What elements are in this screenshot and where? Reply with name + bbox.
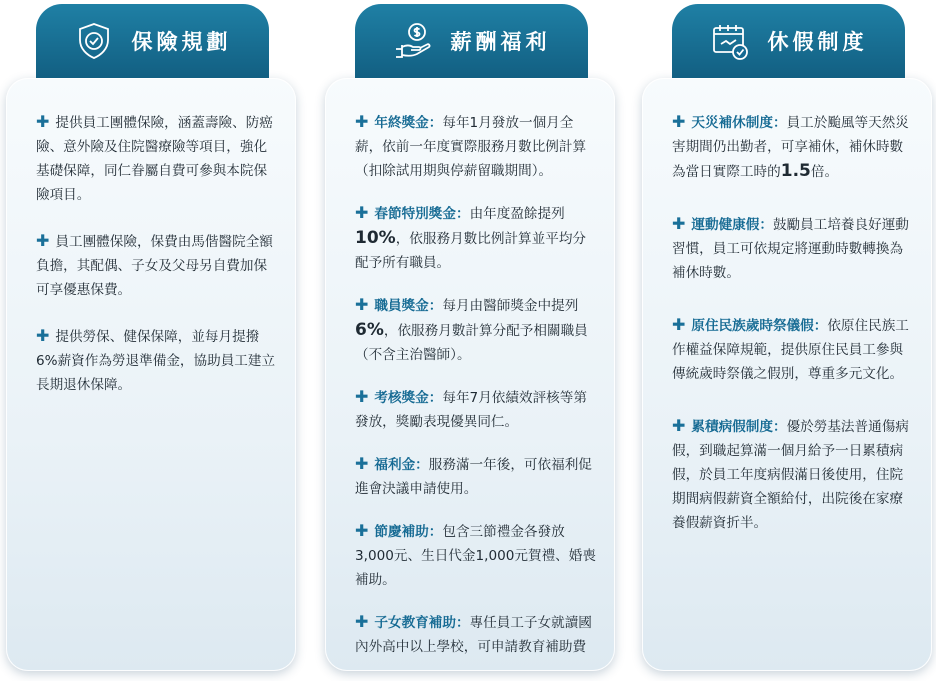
plus-icon: ✚ [672, 214, 686, 233]
insurance-header [36, 4, 269, 78]
insurance-title: 保險規劃 [131, 30, 232, 54]
list-item: ✚ 提供員工團體保險，涵蓋壽險、防癌險、意外險及住院醫療險等項目，強化基礎保障，同仁眷屬自費可參與本院保險項目。 [36, 112, 273, 203]
plus-icon: ✚ [672, 315, 686, 334]
plus-icon: ✚ [36, 231, 50, 250]
list-item: ✚ 子女教育補助：專任員工子女就讀國內外高中以上學校，可申請教育補助費 [355, 612, 592, 655]
plus-icon: ✚ [355, 612, 369, 631]
plus-icon: ✚ [672, 112, 686, 131]
list-item: ✚ 節慶補助：包含三節禮金各發放3,000元、生日代金1,000元賀禮、婚喪補助。 [355, 521, 596, 588]
calendar-check-icon [710, 21, 750, 61]
plus-icon: ✚ [355, 454, 369, 473]
compensation-list [355, 110, 597, 677]
insurance-list [36, 110, 278, 419]
list-item: ✚ 職員獎金：每月由醫師獎金中提列6%，依服務月數計算分配予相關職員（不含主治醫師）。 [355, 295, 588, 363]
leave-list [672, 110, 914, 563]
list-item: ✚ 提供勞保、健保保障，並每月提撥6%薪資作為勞退準備金，協助員工建立長期退休保障。 [36, 326, 276, 393]
compensation-title: 薪酬福利 [450, 30, 551, 54]
leave-column [642, 0, 932, 681]
plus-icon: ✚ [36, 112, 50, 131]
plus-icon: ✚ [355, 112, 369, 131]
plus-icon: ✚ [672, 416, 686, 435]
leave-header [672, 4, 905, 78]
insurance-column [6, 0, 296, 681]
list-item: ✚ 春節特別獎金：由年度盈餘提列10%，依服務月數比例計算並平均分配予所有職員。 [355, 203, 587, 271]
plus-icon: ✚ [36, 326, 50, 345]
compensation-column [325, 0, 615, 681]
list-item: ✚ 年終獎金：每年1月發放一個月全薪，依前一年度實際服務月數比例計算（扣除試用期與停薪留職期間）。 [355, 112, 587, 179]
leave-title: 休假制度 [767, 30, 868, 54]
plus-icon: ✚ [355, 521, 369, 540]
hand-dollar-icon [393, 21, 433, 61]
list-item: ✚ 運動健康假：鼓勵員工培養良好運動習慣，員工可依規定將運動時數轉換為補休時數。 [672, 214, 909, 281]
plus-icon: ✚ [355, 387, 369, 406]
list-item: ✚ 考核獎金：每年7月依績效評核等第發放，獎勵表現優異同仁。 [355, 387, 587, 430]
shield-check-icon [74, 21, 114, 61]
plus-icon: ✚ [355, 295, 369, 314]
compensation-header [355, 4, 588, 78]
list-item: ✚ 原住民族歲時祭儀假：依原住民族工作權益保障規範，提供原住民員工參與傳統歲時祭儀之假別，尊重多元文化。 [672, 315, 909, 382]
list-item: ✚ 累積病假制度：優於勞基法普通傷病假，到職起算滿一個月給予一日累積病假，於員工年度病假滿日後使用，住院期間病假薪資全額給付，出院後在家療養假薪資折半。 [672, 416, 909, 531]
plus-icon: ✚ [355, 203, 369, 222]
list-item: ✚ 天災補休制度：員工於颱風等天然災害期間仍出勤者，可享補休，補休時數為當日實際工時的1.5倍。 [672, 112, 909, 181]
list-item: ✚ 員工團體保險，保費由馬偕醫院全額負擔，其配偶、子女及父母另自費加保可享優惠保費。 [36, 231, 273, 298]
list-item: ✚ 福利金：服務滿一年後，可依福利促進會決議申請使用。 [355, 454, 592, 497]
